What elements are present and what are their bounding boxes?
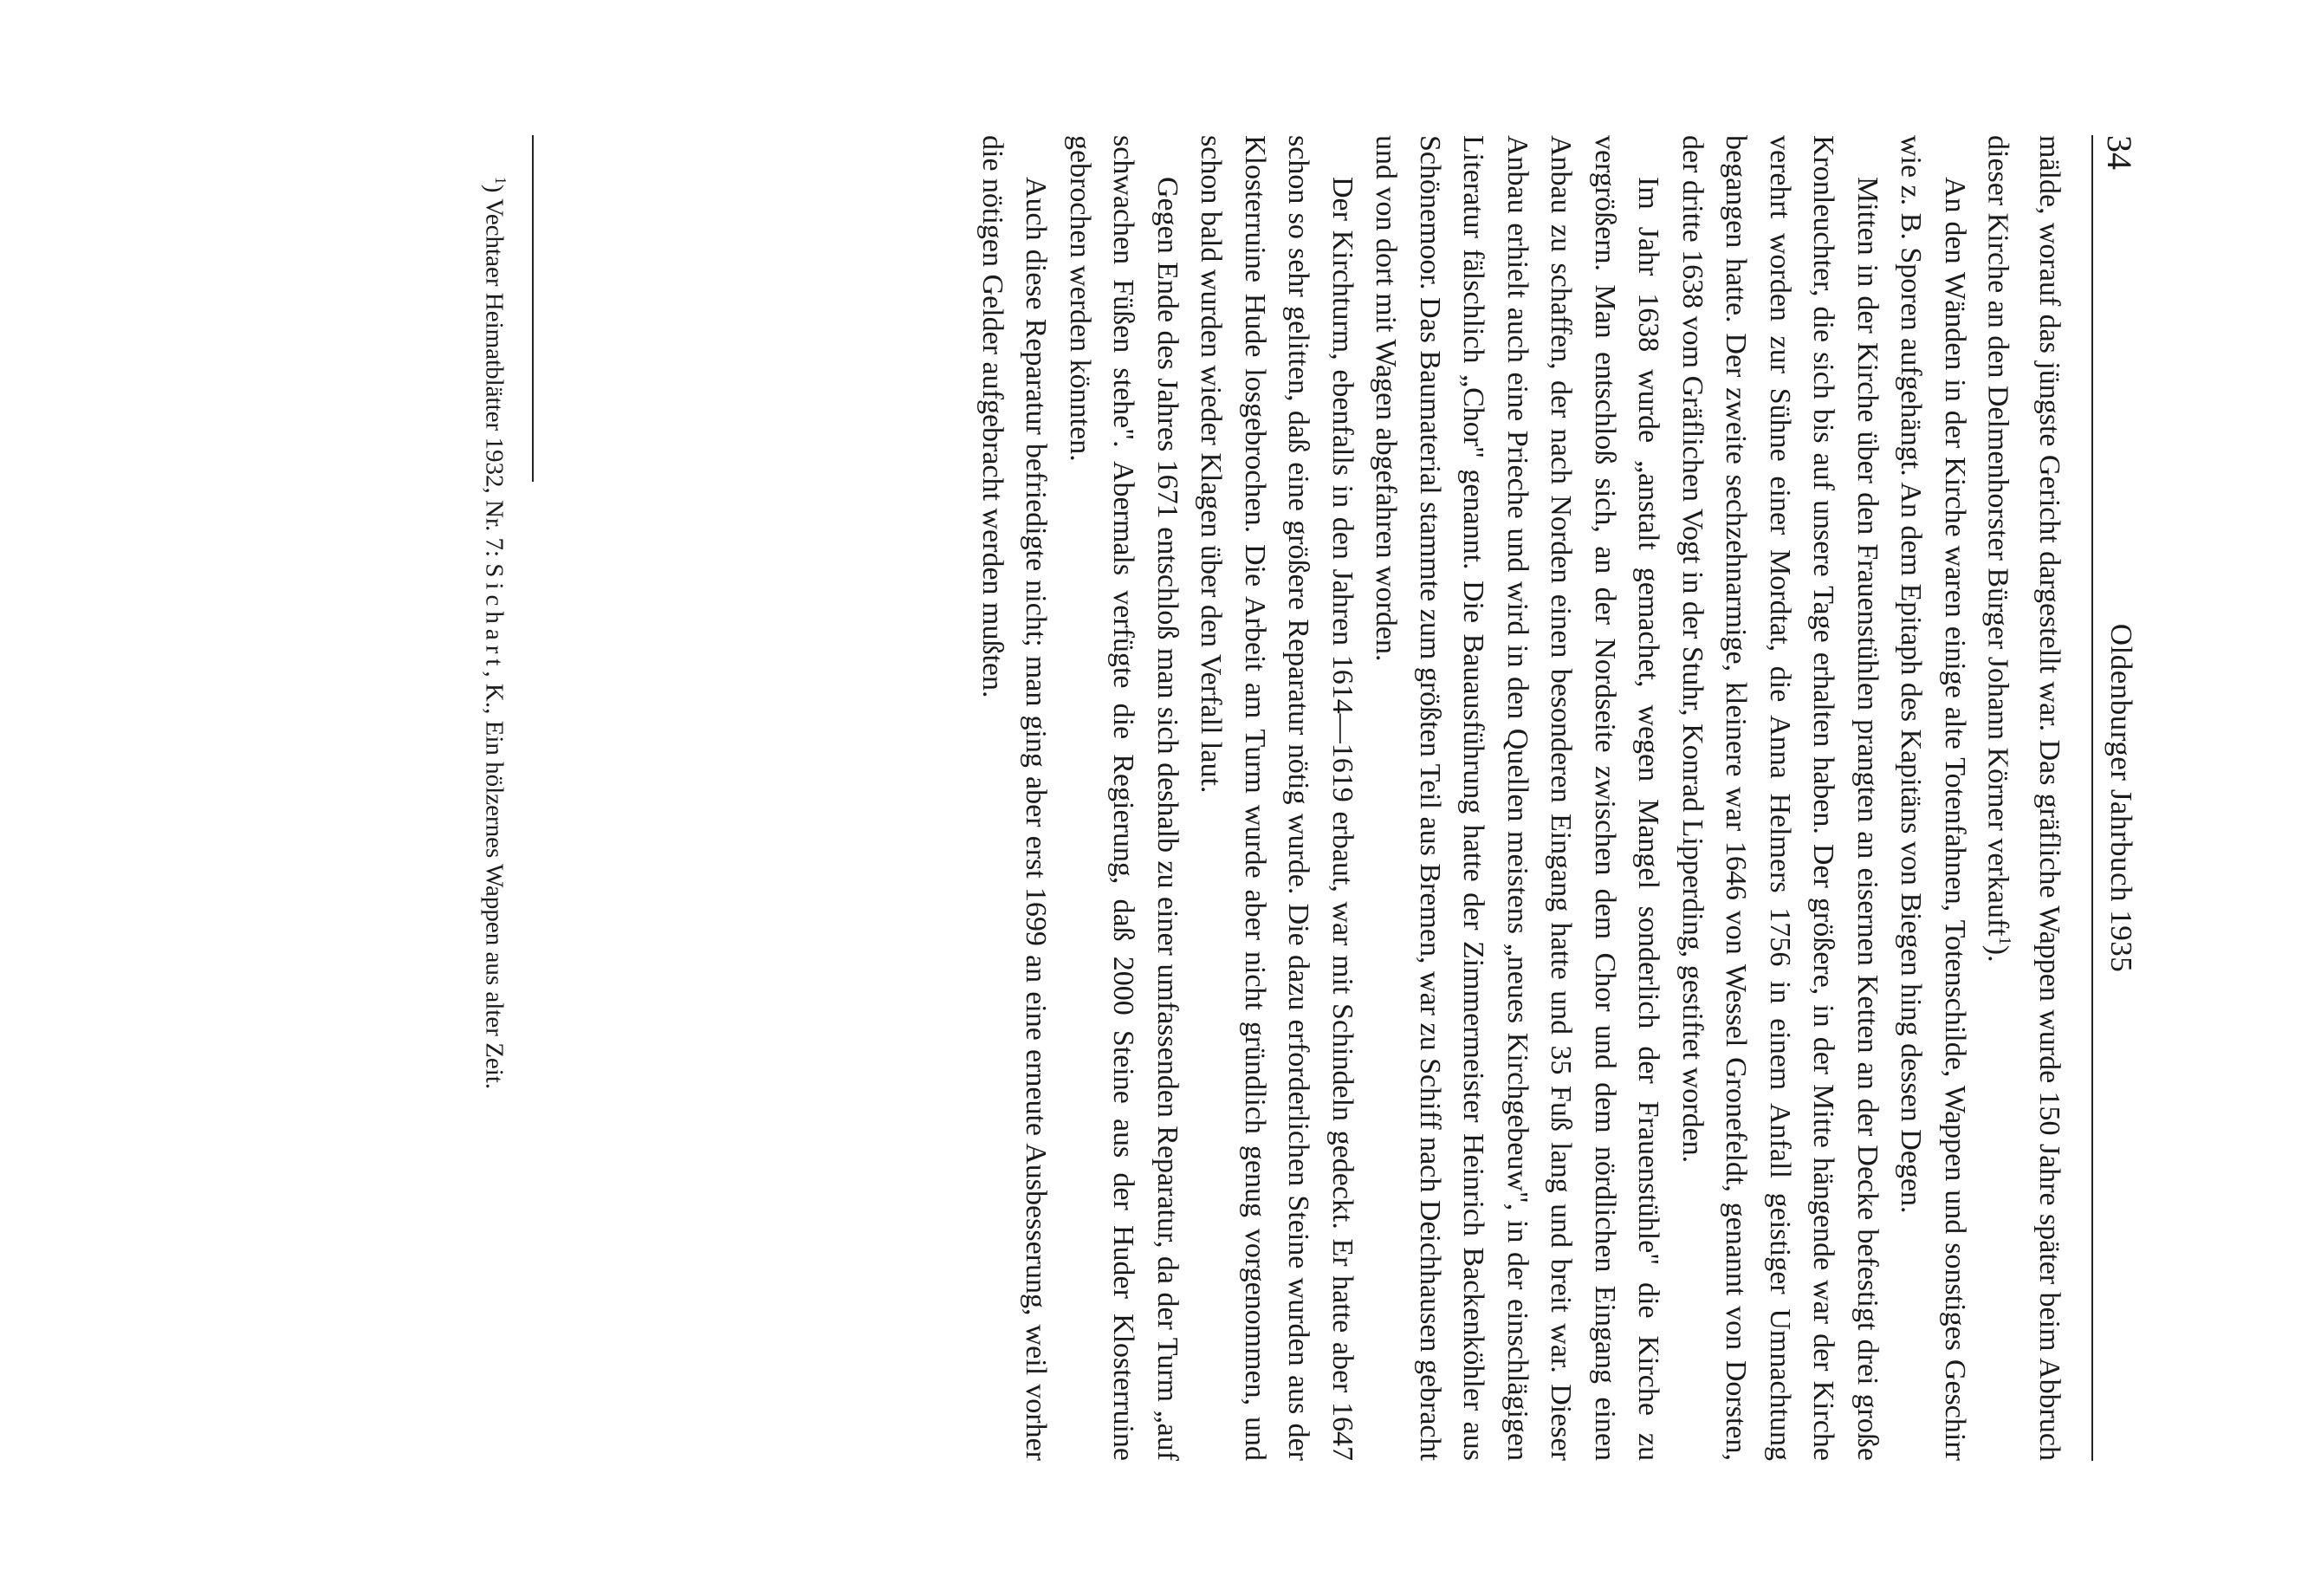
- footnote-citation-end: , K., Ein hölzernes Wappen aus alter Zeit.: [480, 671, 509, 1090]
- paragraph-1: [1976, 135, 2071, 1461]
- footnote-reference: 1: [1995, 936, 2015, 945]
- body-text: [969, 135, 2071, 1461]
- footnote-marker: 1: [492, 177, 509, 185]
- paragraph-text: mälde, worauf das jüngste Gericht dargestellt war. Das gräfliche Wappen wurde 150 Jahre später beim Abbruch dieser Kirche an den Delmenhorster Bürger Johann Körner verkauft: [1982, 135, 2065, 1461]
- page-number: 34: [2100, 135, 2139, 170]
- paragraph-5: Der Kirchturm, ebenfalls in den Jahren 1614—1619 erbaut, war mit Schindeln gedeckt. Er hatte aber 1647 schon so sehr gelitten, daß eine größere Reparatur nötig wurde. Die dazu erforderlichen Steine wurden aus der Klosterruine Hude losgebrochen. Die Arbeit am Turm wurde aber nicht gründlich genug vorgenommen, und schon bald wurden wieder Klagen über den Verfall laut.: [1195, 135, 1358, 1461]
- paragraph-tail: ).: [1982, 944, 2015, 963]
- book-page: [166, 135, 2142, 1461]
- footnote-text: [474, 135, 520, 1461]
- running-title: Oldenburger Jahrbuch 1935: [2104, 623, 2138, 973]
- footnote: [474, 135, 520, 1461]
- paragraph-7: Auch diese Reparatur befriedigte nicht; man ging aber erst 1699 an eine erneute Ausbesserung, weil vorher die nötigen Gelder aufgebracht werden mußten.: [976, 135, 1053, 1461]
- paragraph-4: Im Jahr 1638 wurde „anstalt gemachet, wegen Mangel sonderlich der Frauenstühle" die Kirche zu vergrößern. Man entschloß sich, an der Nordseite zwischen dem Chor und dem nördlichen Eingang einen Anbau zu schaffen, der nach Norden einen besonderen Eingang hatte und 35 Fuß lang und breit war. Dieser Anbau erhielt auch eine Prieche und wird in den Quellen meistens „neues Kirchgebeuw", in der einschlägigen Literatur fälschlich „Chor" genannt. Die Bauausführung hatte der Zimmermeister Heinrich Backenköhler aus Schönemoor. Das Baumaterial stammte zum größten Teil aus Bremen, war zu Schiff nach Deichhausen gebracht und von dort mit Wagen abgefahren worden.: [1370, 135, 1665, 1461]
- footnote-citation-start: ) Vechtaer Heimatblätter 1932, Nr. 7:: [480, 184, 509, 564]
- page-header: [2091, 135, 2142, 1461]
- footnote-author: Sichart: [480, 563, 509, 671]
- paragraph-2: An den Wänden in der Kirche waren einige alte Totenfahnen, Totenschilde, Wappen und sonstiges Geschirr wie z. B. Sporen aufgehängt. An dem Epitaph des Kapitäns von Biegen hing dessen Degen.: [1895, 135, 1971, 1461]
- paragraph-3: Mitten in der Kirche über den Frauenstühlen prangten an eisernen Ketten an der Decke befestigt drei große Kronleuchter, die sich bis auf unsere Tage erhalten haben. Der größere, in der Mitte hängende war der Kirche verehrt worden zur Sühne einer Mordtat, die Anna Helmers 1756 in einem Anfall geistiger Umnachtung begangen hatte. Der zweite sechzehnarmige, kleinere war 1646 von Wessel Gronefeldt, genannt von Dorsten, der dritte 1638 vom Gräflichen Vogt in der Stuhr, Konrad Lipperding, gestiftet worden.: [1676, 135, 1883, 1461]
- footnote-divider: [532, 135, 534, 482]
- paragraph-6: Gegen Ende des Jahres 1671 entschloß man sich deshalb zu einer umfassenden Reparatur, da der Turm „auf schwachen Füßen stehe". Abermals verfügte die Regierung, daß 2000 Steine aus der Huder Klosterruine gebrochen werden könnten.: [1063, 135, 1183, 1461]
